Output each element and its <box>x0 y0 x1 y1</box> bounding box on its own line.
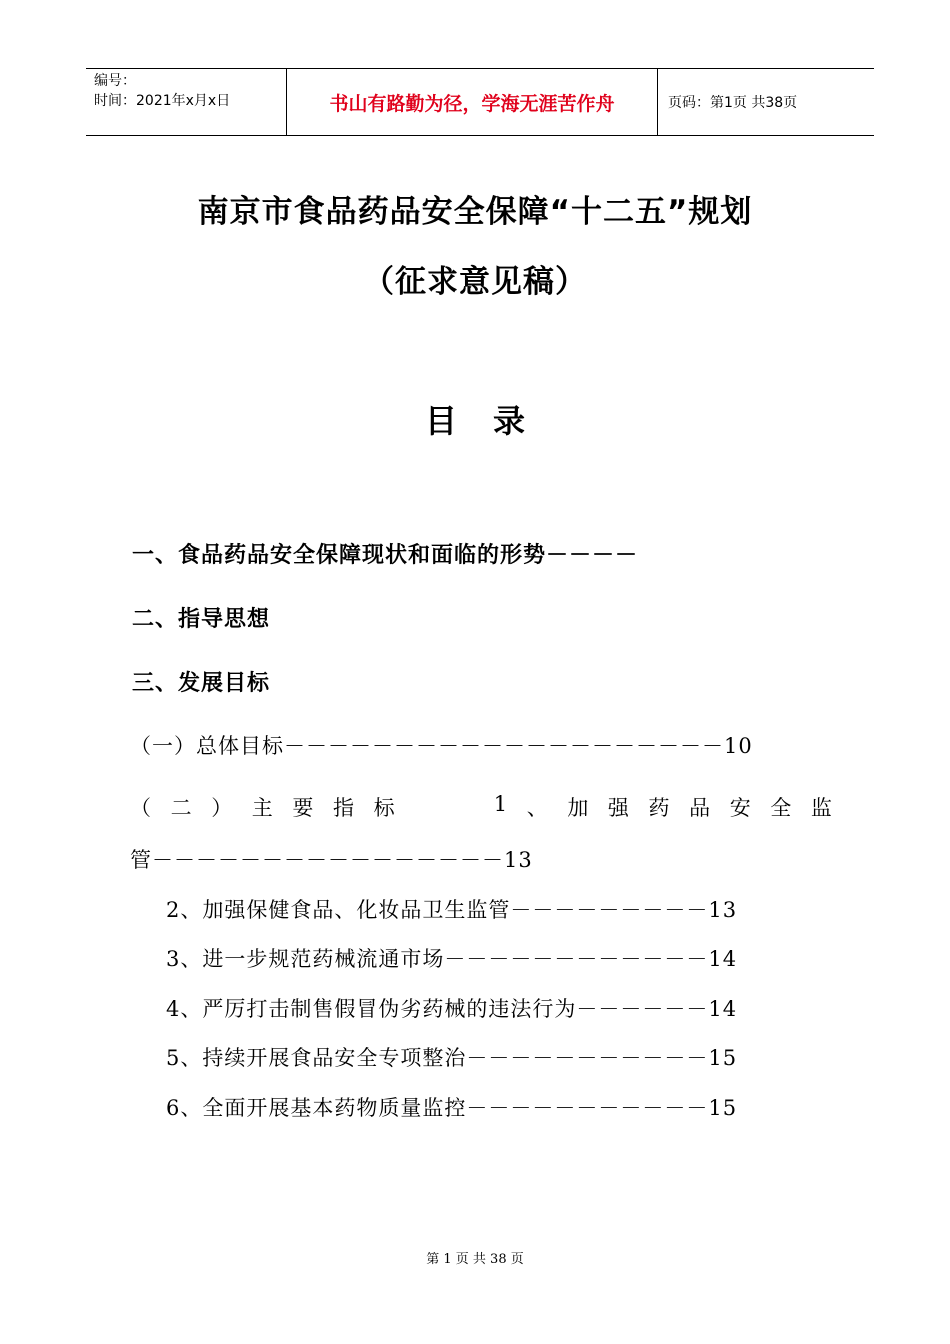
toc-section-1[interactable]: 一、食品药品安全保障现状和面临的形势－－－－ <box>132 543 639 568</box>
doc-time-label: 时间：2021年x月x日 <box>94 93 231 109</box>
spread-char: 标 <box>373 796 395 820</box>
toc-entry-food-safety[interactable]: 5、持续开展食品安全专项整治－－－－－－－－－－－15 <box>166 1046 738 1070</box>
spread-char: 强 <box>607 796 629 820</box>
spread-char: 品 <box>689 796 711 820</box>
spread-char: 监 <box>810 796 832 820</box>
page-footer: 第 1 页 共 38 页 <box>426 1252 524 1267</box>
header-page-info: 页码：第1页 共38页 <box>668 95 798 111</box>
spread-char: 安 <box>729 796 751 820</box>
spread-char: 二 <box>170 796 192 820</box>
spread-char: 要 <box>292 796 314 820</box>
toc-entry-counterfeit[interactable]: 4、严厉打击制售假冒伪劣药械的违法行为－－－－－－14 <box>166 997 738 1021</box>
spread-char: （ <box>130 796 151 820</box>
header-left-cell <box>86 69 286 135</box>
spread-gap <box>414 792 474 822</box>
spread-char: 全 <box>770 796 792 820</box>
spread-char: 1 <box>493 792 508 816</box>
spread-char: ） <box>211 796 233 820</box>
header-motto: 书山有路勤为径，学海无涯苦作舟 <box>286 69 658 135</box>
toc-entry-circulation[interactable]: 3、进一步规范药械流通市场－－－－－－－－－－－－14 <box>166 947 738 971</box>
toc-entry-health-food[interactable]: 2、加强保健食品、化妆品卫生监管－－－－－－－－－13 <box>166 898 738 922</box>
toc-heading: 目录 <box>424 402 561 440</box>
page-header <box>86 68 874 136</box>
toc-entry-main-indicators[interactable] <box>130 792 832 822</box>
toc-entry-main-indicators-wrap[interactable]: 管－－－－－－－－－－－－－－－－13 <box>130 848 533 872</box>
spread-char: 药 <box>648 796 670 820</box>
toc-entry-overall-goal[interactable]: （一）总体目标－－－－－－－－－－－－－－－－－－－－10 <box>130 734 753 758</box>
toc-entry-drug-quality[interactable]: 6、全面开展基本药物质量监控－－－－－－－－－－－15 <box>166 1096 738 1120</box>
doc-subtitle: （征求意见稿） <box>363 264 587 300</box>
toc-section-3[interactable]: 三、发展目标 <box>132 671 271 696</box>
spread-char: 、 <box>526 796 548 820</box>
doc-title: 南京市食品药品安全保障“十二五”规划 <box>197 194 753 230</box>
toc-section-2[interactable]: 二、指导思想 <box>132 607 271 632</box>
spread-char: 指 <box>332 796 354 820</box>
doc-number-label: 编号： <box>94 73 136 89</box>
spread-char: 主 <box>251 796 273 820</box>
spread-char: 加 <box>567 796 589 820</box>
